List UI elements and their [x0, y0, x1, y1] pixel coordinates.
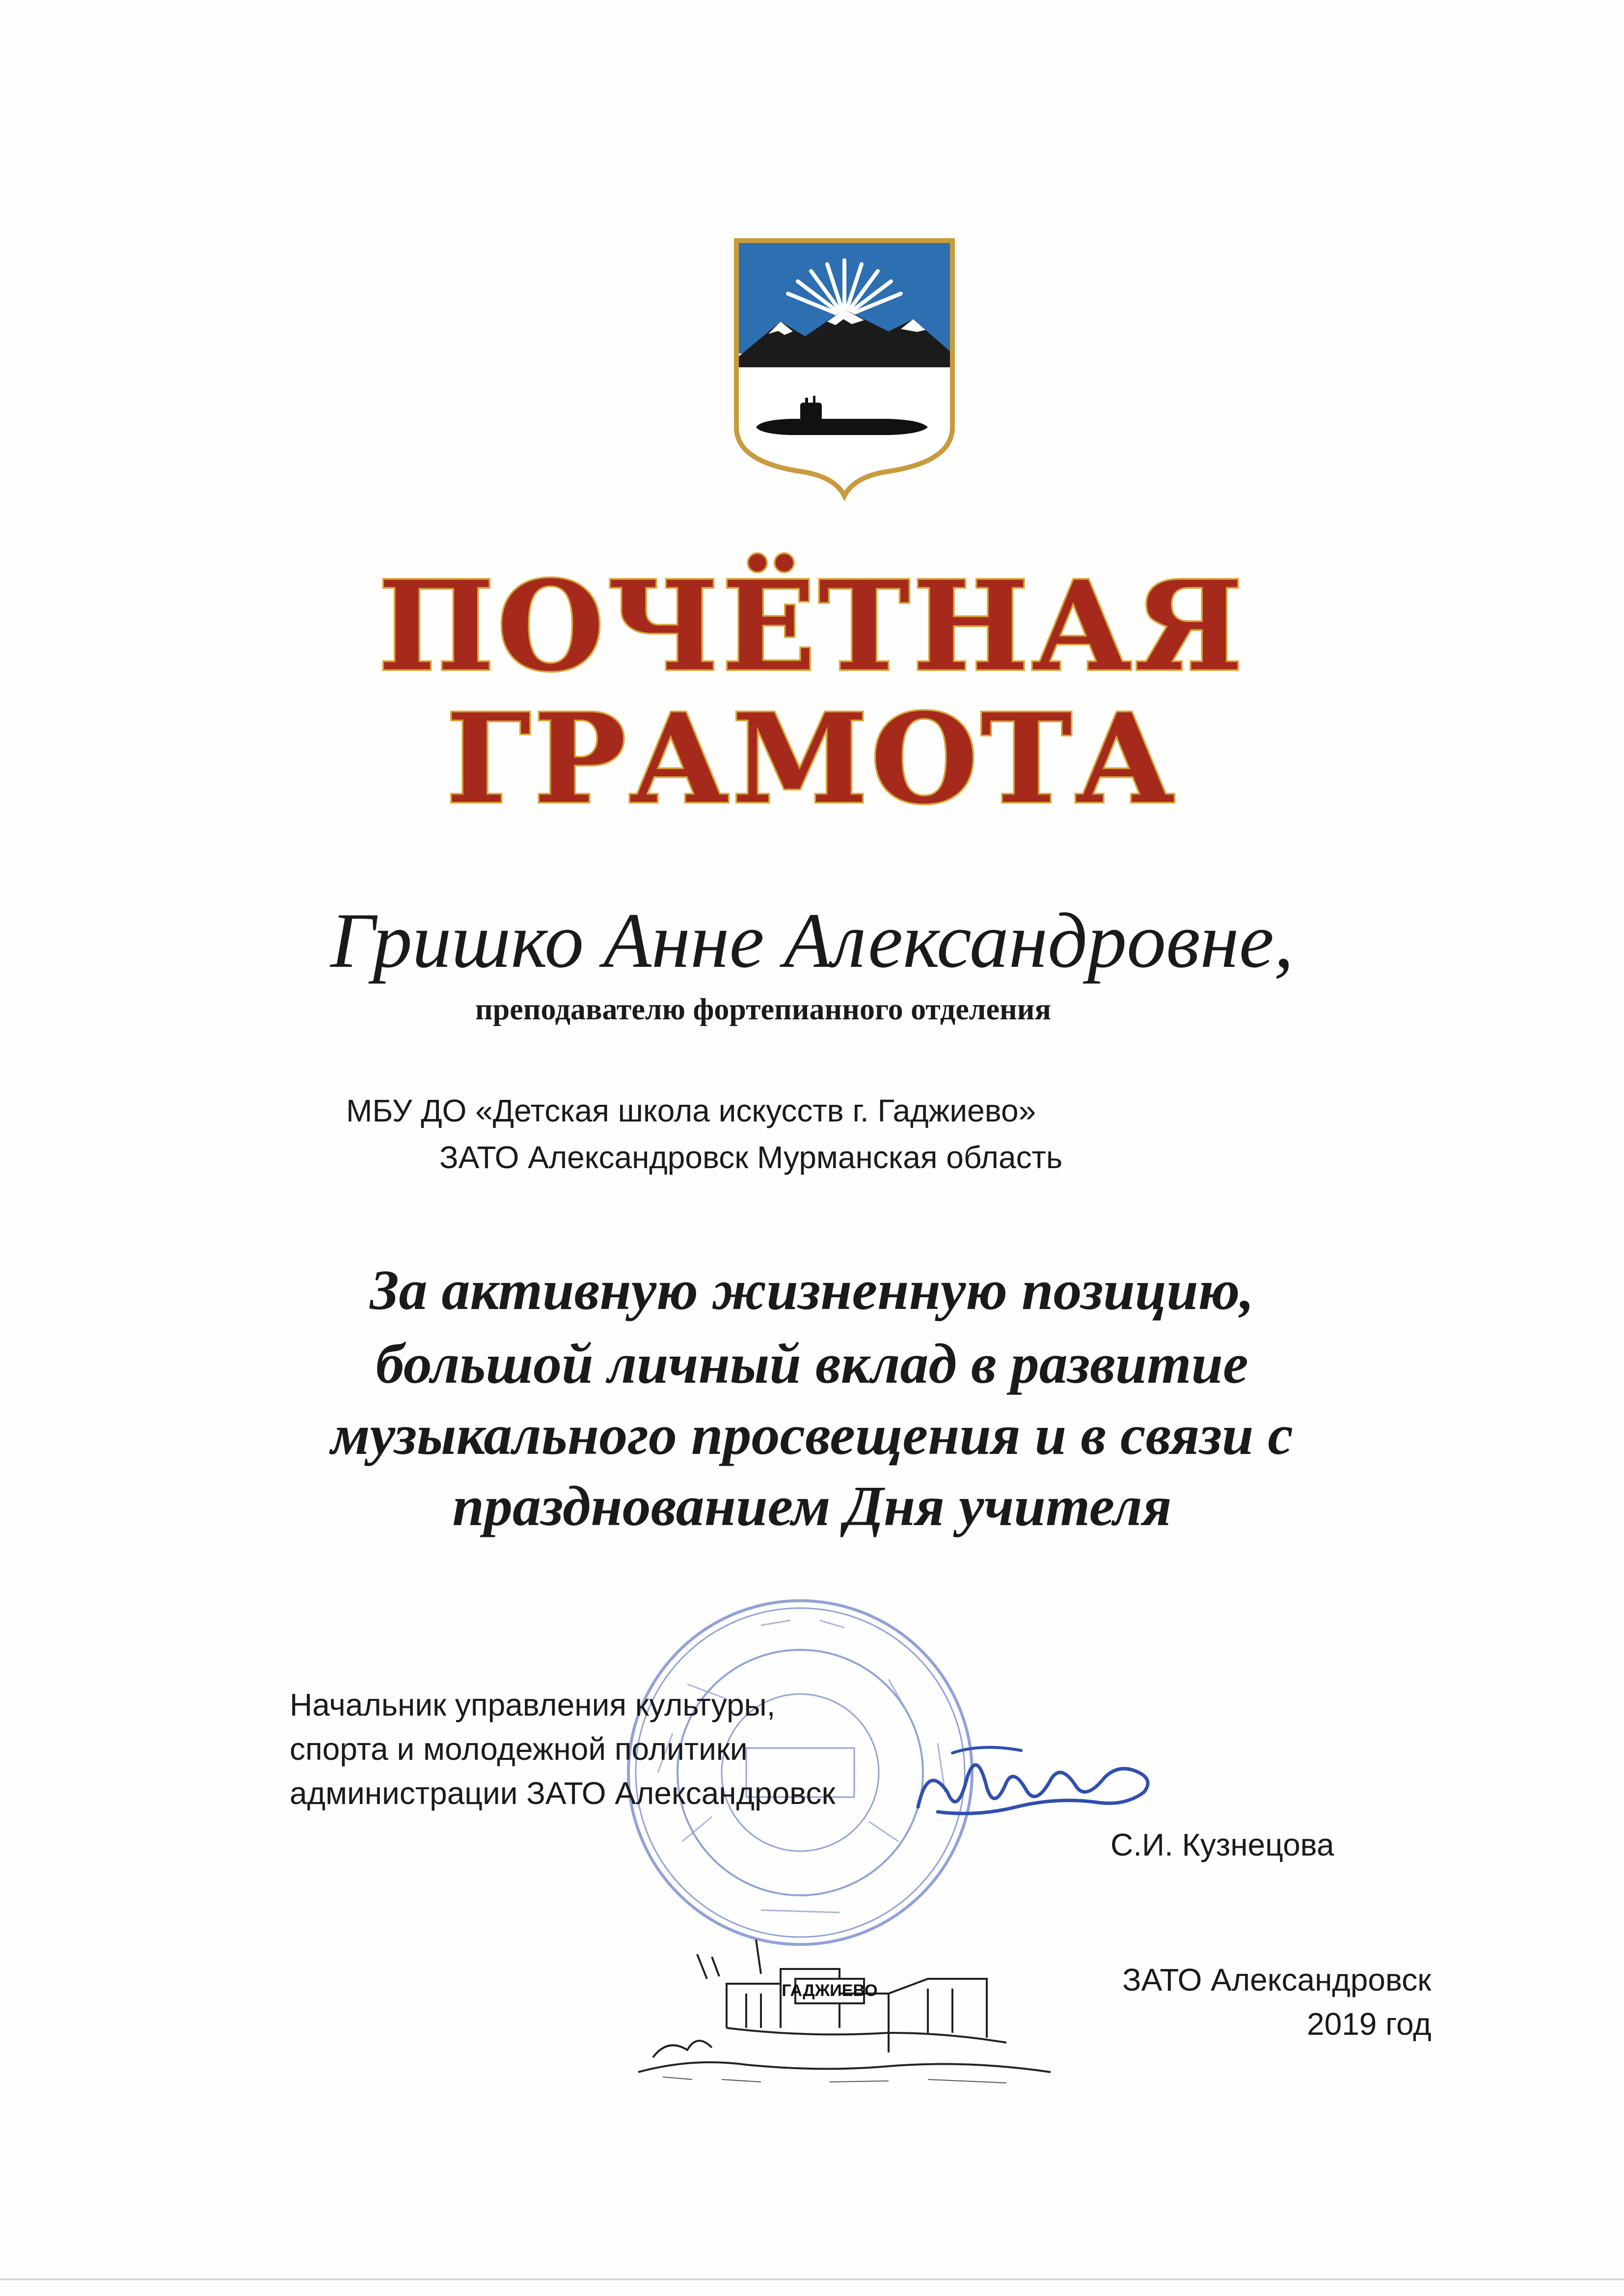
recipient-name: Гришко Анне Александровне, [330, 897, 1294, 984]
page-bottom-edge [0, 2278, 1624, 2280]
handwritten-signature [908, 1733, 1164, 1841]
issue-year: 2019 год [1307, 2006, 1432, 2042]
award-reason-line-3: музыкального просвещения и в связи с [331, 1404, 1293, 1467]
signatory-title-line-1: Начальник управления культуры, [290, 1687, 776, 1722]
certificate-title-line-2: ГРАМОТА [446, 686, 1178, 831]
award-reason-line-1: За активную жизненную позицию, [370, 1259, 1254, 1322]
organization-line-1: МБУ ДО «Детская школа искусств г. Гаджиево» [346, 1093, 1036, 1128]
place-of-issue: ЗАТО Александровск [1122, 1962, 1432, 1997]
signatory-name: С.И. Кузнецова [1110, 1827, 1334, 1862]
signatory-title-line-2: спорта и молодежной политики [290, 1731, 748, 1767]
coat-of-arms-emblem [727, 231, 962, 506]
signatory-title-line-3: администрации ЗАТО Александровск [290, 1776, 836, 1811]
award-reason-line-4: празднованием Дня учителя [452, 1475, 1172, 1538]
organization-line-2: ЗАТО Александровск Мурманская область [439, 1140, 1063, 1175]
recipient-position: преподавателю фортепианного отделения [475, 993, 1052, 1026]
certificate-title-line-1: ПОЧЁТНАЯ [378, 554, 1246, 698]
award-reason-line-2: большой личный вклад в развитие [376, 1333, 1248, 1395]
building-illustration [633, 1910, 1056, 2102]
building-sign-text: ГАДЖИЕВО [782, 1981, 878, 2000]
